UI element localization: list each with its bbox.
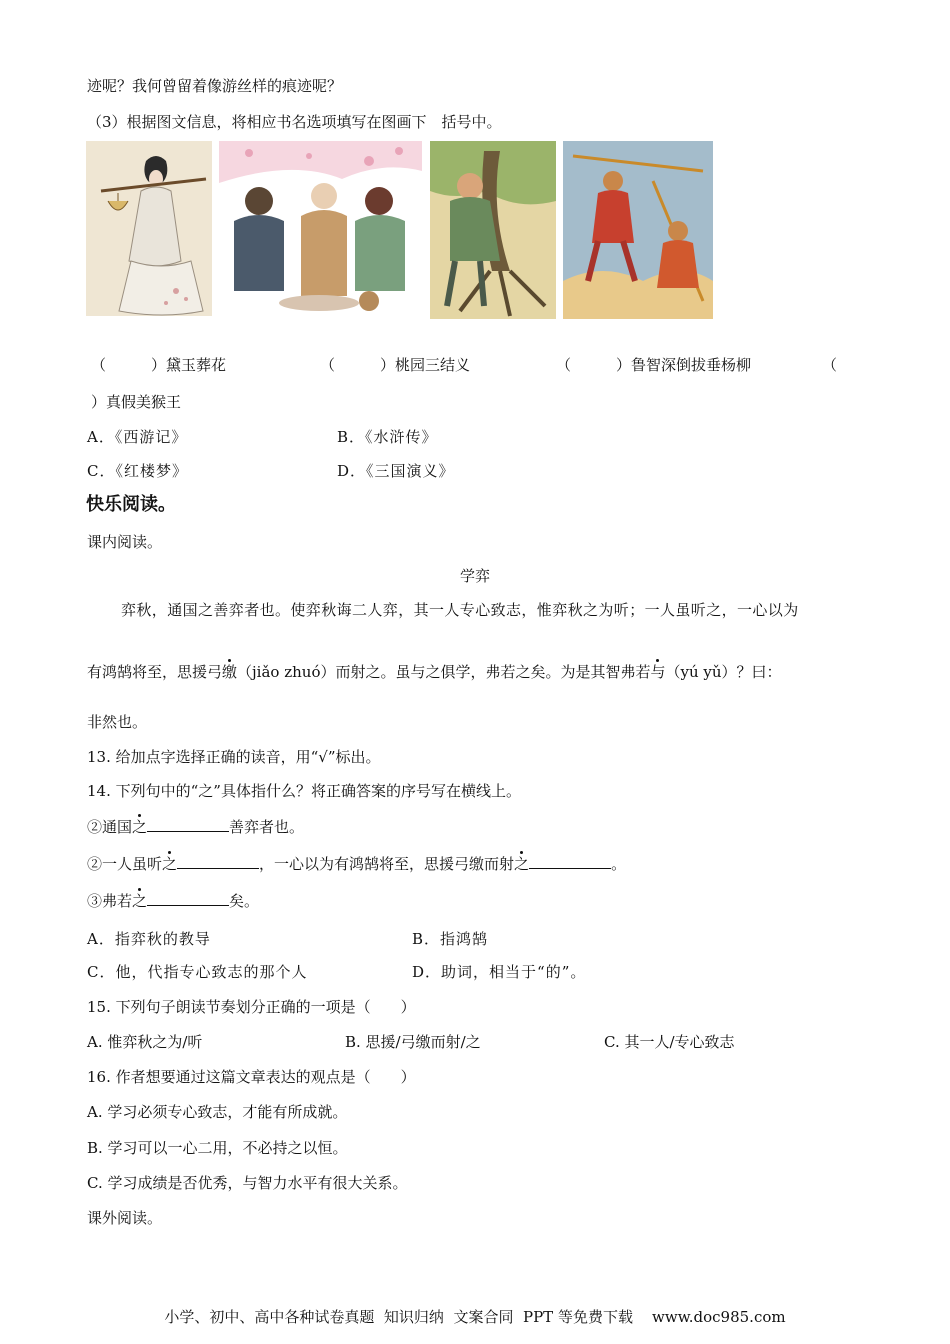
q16-option-a: A. 学习必须专心致志，才能有所成就。 bbox=[87, 1103, 348, 1121]
question-13: 13. 给加点字选择正确的读音，用“√”标出。 bbox=[87, 748, 381, 766]
item-text: ③弗若 bbox=[87, 892, 133, 910]
passage-text: 有鸿鹄将至，思援弓 bbox=[87, 663, 223, 681]
in-class-reading-label: 课内阅读。 bbox=[87, 533, 163, 551]
item-text: ，一心以为有鸿鹄将至，思援弓缴而射 bbox=[259, 855, 515, 873]
item-text: ②通国 bbox=[87, 818, 133, 836]
real-fake-monkey-king-image bbox=[563, 141, 713, 319]
dotted-char: 之 bbox=[162, 855, 178, 873]
lu-zhishen-uprooting-willow-image bbox=[430, 141, 556, 319]
peach-garden-oath-image bbox=[219, 141, 422, 316]
question-14-item-1 bbox=[87, 817, 304, 837]
page-footer: 小学、初中、高中各种试卷真题 知识归纳 文案合同 PPT 等免费下载 www.doc985.com bbox=[164, 1308, 786, 1326]
question-14: 14. 下列句中的“之”具体指什么？将正确答案的序号写在横线上。 bbox=[87, 782, 521, 800]
passage-title: 学弈 bbox=[460, 567, 491, 585]
question-15: 15. 下列句子朗读节奏划分正确的一项是（ ） bbox=[87, 998, 416, 1016]
caption-daiyu: （ ）黛玉葬花 bbox=[91, 356, 227, 374]
q14-option-a: A．指弈秋的教导 bbox=[87, 930, 211, 948]
dotted-char: 之 bbox=[514, 855, 530, 873]
q14-option-d: D．助词，相当于“的”。 bbox=[412, 963, 587, 981]
caption-monkey-open: （ bbox=[822, 356, 838, 374]
q16-option-b: B. 学习可以一心二用，不必持之以恒。 bbox=[87, 1139, 348, 1157]
q14-option-c: C．他，代指专心致志的那个人 bbox=[87, 963, 308, 981]
answer-blank[interactable] bbox=[529, 854, 611, 869]
dotted-char: 与 bbox=[650, 663, 666, 681]
option-b: B．《水浒传》 bbox=[337, 428, 438, 446]
caption-peach-garden: （ ）桃园三结义 bbox=[320, 356, 471, 374]
question-14-item-3 bbox=[87, 891, 259, 911]
item-text: 。 bbox=[611, 855, 627, 873]
q15-option-b: B. 思援/弓缴而射/之 bbox=[345, 1033, 481, 1051]
answer-blank[interactable] bbox=[147, 891, 229, 906]
passage-line-3: 非然也。 bbox=[87, 713, 148, 731]
option-c: C．《红楼梦》 bbox=[87, 462, 188, 480]
item-text: ②一人虽听 bbox=[87, 855, 163, 873]
caption-lu-zhishen: （ ）鲁智深倒拔垂杨柳 bbox=[556, 356, 752, 374]
q15-option-c: C. 其一人/专心致志 bbox=[604, 1033, 735, 1051]
item-text: 矣。 bbox=[229, 892, 260, 910]
q15-option-a: A. 惟弈秋之为/听 bbox=[87, 1033, 203, 1051]
passage-text: （jiǎo zhuó）而射之。虽与之俱学，弗若之矣。为是其智弗若 bbox=[237, 663, 651, 681]
q14-option-b: B．指鸿鹄 bbox=[412, 930, 489, 948]
daiyu-burying-flowers-image bbox=[86, 141, 212, 316]
answer-blank[interactable] bbox=[147, 817, 229, 832]
q16-option-c: C. 学习成绩是否优秀，与智力水平有很大关系。 bbox=[87, 1174, 408, 1192]
answer-blank[interactable] bbox=[177, 854, 259, 869]
question-3-prompt: （3）根据图文信息，将相应书名选项填写在图画下 括号中。 bbox=[87, 113, 502, 131]
item-text: 善弈者也。 bbox=[229, 818, 305, 836]
caption-monkey-king: ）真假美猴王 bbox=[91, 393, 182, 411]
section-heading: 快乐阅读。 bbox=[86, 494, 176, 515]
option-a: A．《西游记》 bbox=[87, 428, 188, 446]
text-line: 迹呢？我何曾留着像游丝样的痕迹呢？ bbox=[87, 77, 343, 95]
passage-line-1: 弈秋，通国之善弈者也。使弈秋诲二人弈，其一人专心致志，惟弈秋之为听；一人虽听之，一心以为 bbox=[121, 601, 799, 619]
dotted-char: 之 bbox=[132, 818, 148, 836]
question-14-item-2 bbox=[87, 854, 626, 874]
out-of-class-reading-label: 课外阅读。 bbox=[87, 1209, 163, 1227]
passage-text: （yú yǔ）？曰： bbox=[665, 663, 782, 681]
dotted-char: 缴 bbox=[222, 663, 238, 681]
dotted-char: 之 bbox=[132, 892, 148, 910]
question-16: 16. 作者想要通过这篇文章表达的观点是（ ） bbox=[87, 1068, 416, 1086]
passage-line-2 bbox=[87, 662, 782, 682]
option-d: D．《三国演义》 bbox=[337, 462, 455, 480]
